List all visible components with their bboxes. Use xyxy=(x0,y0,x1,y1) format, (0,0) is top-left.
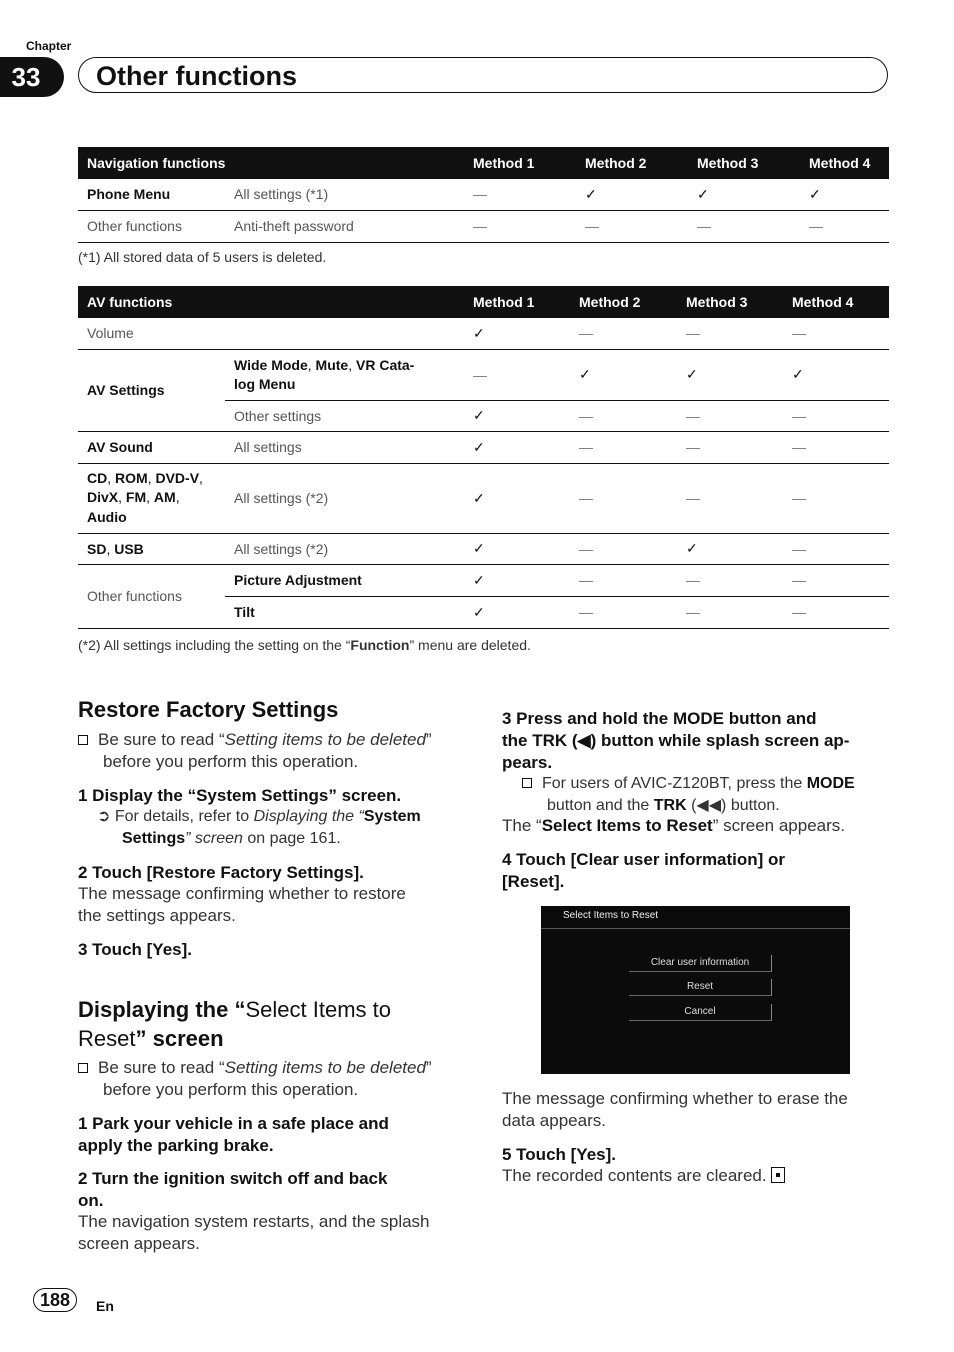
table-row xyxy=(78,533,889,564)
step1-reference: ➲ For details, refer to Displaying the “System Settings” screen on page 161. xyxy=(97,808,421,847)
method-cell: ✓ xyxy=(464,463,570,533)
method-cell: ✓ xyxy=(688,179,800,210)
table-row xyxy=(78,318,889,349)
restore-factory-settings-heading: Restore Factory Settings xyxy=(78,697,339,722)
restore-step-2-text: The message confirming whether to restore the settings appears. xyxy=(78,884,406,925)
table-row xyxy=(78,564,889,596)
method-cell: — xyxy=(464,349,570,400)
display-step-3: 3 Press and hold the MODE button and the TRK (◀) button while splash screen ap- pears. xyxy=(502,709,850,772)
method-cell: ✓ xyxy=(576,179,688,210)
method-cell: — xyxy=(783,596,889,628)
step5-text: The recorded contents are cleared. xyxy=(502,1165,785,1187)
method-cell: — xyxy=(783,318,889,349)
row-setting: All settings (*1) xyxy=(225,179,464,210)
method-cell: — xyxy=(783,431,889,463)
row-setting: Tilt xyxy=(225,596,464,628)
clear-user-information-button[interactable]: Clear user information xyxy=(629,955,772,972)
method-cell: ✓ xyxy=(464,431,570,463)
method-cell: — xyxy=(570,596,677,628)
row-setting: All settings (*2) xyxy=(225,533,464,564)
header-cell: Method 3 xyxy=(677,286,783,318)
chapter-title: Other functions xyxy=(96,61,297,91)
header-cell: Navigation functions xyxy=(78,147,464,179)
header-cell: Method 3 xyxy=(688,147,800,179)
nav-table-footnote: (*1) All stored data of 5 users is deleted. xyxy=(78,249,327,265)
table-row xyxy=(78,210,889,242)
table-row xyxy=(78,463,889,533)
language-label: En xyxy=(96,1298,114,1314)
header-cell: AV functions xyxy=(78,286,464,318)
cancel-button[interactable]: Cancel xyxy=(629,1004,772,1021)
method-cell: — xyxy=(570,431,677,463)
after-screen-text: The message confirming whether to erase the data appears. xyxy=(502,1089,848,1130)
table-header-row xyxy=(78,286,889,318)
table-header-row xyxy=(78,147,889,179)
method-cell: — xyxy=(677,318,783,349)
step3-note: For users of AVIC-Z120BT, press the MODE button and the TRK (◀◀) button. xyxy=(522,773,892,817)
method-cell: — xyxy=(677,400,783,431)
av-functions-table xyxy=(78,286,889,629)
display-step-5: 5 Touch [Yes]. xyxy=(502,1145,616,1164)
row-setting: Wide Mode, Mute, VR Cata- log Menu xyxy=(225,349,464,400)
chapter-label: Chapter xyxy=(26,39,72,53)
table-row xyxy=(78,431,889,463)
av-table-footnote: (*2) All settings including the setting on the “Function” menu are deleted. xyxy=(78,637,531,653)
method-cell: ✓ xyxy=(464,564,570,596)
end-mark-icon xyxy=(771,1167,785,1183)
method-cell: — xyxy=(677,431,783,463)
restore-bullet: Be sure to read “Setting items to be deleted” before you perform this operation. xyxy=(78,729,478,773)
row-item: Phone Menu xyxy=(78,179,225,210)
header-cell: Method 4 xyxy=(800,147,889,179)
method-cell: — xyxy=(677,463,783,533)
row-item: Other functions xyxy=(78,564,225,628)
restore-step-3: 3 Touch [Yes]. xyxy=(78,940,192,959)
method-cell: — xyxy=(576,210,688,242)
method-cell: — xyxy=(570,463,677,533)
display-step-2-text: The navigation system restarts, and the splash screen appears. xyxy=(78,1212,430,1253)
method-cell: — xyxy=(800,210,889,242)
divider xyxy=(541,928,850,929)
row-setting: Picture Adjustment xyxy=(225,564,464,596)
square-bullet-icon xyxy=(78,735,88,745)
row-setting xyxy=(225,318,464,349)
row-setting: Anti-theft password xyxy=(225,210,464,242)
row-setting: All settings (*2) xyxy=(225,463,464,533)
select-items-to-reset-screenshot xyxy=(541,906,850,1074)
method-cell: — xyxy=(783,463,889,533)
method-cell: ✓ xyxy=(464,533,570,564)
navigation-functions-table xyxy=(78,147,889,243)
row-item: Volume xyxy=(78,318,225,349)
method-cell: ✓ xyxy=(464,318,570,349)
header-cell: Method 1 xyxy=(464,286,570,318)
method-cell: — xyxy=(783,400,889,431)
row-setting: All settings xyxy=(225,431,464,463)
method-cell: ✓ xyxy=(570,349,677,400)
arrow-icon: ➲ xyxy=(97,808,111,825)
page-number: 188 xyxy=(33,1288,77,1312)
row-item: AV Sound xyxy=(78,431,225,463)
method-cell: — xyxy=(570,400,677,431)
header-cell: Method 4 xyxy=(783,286,889,318)
method-cell: ✓ xyxy=(464,596,570,628)
chapter-number: 33 xyxy=(0,57,64,97)
row-item: CD, ROM, DVD-V, DivX, FM, AM, Audio xyxy=(78,463,225,533)
display-step-4: 4 Touch [Clear user information] or [Reset]. xyxy=(502,850,786,891)
method-cell: — xyxy=(677,596,783,628)
header-cell: Method 1 xyxy=(464,147,576,179)
header-cell: Method 2 xyxy=(576,147,688,179)
displaying-select-items-heading: Displaying the “Select Items to Reset” screen xyxy=(78,997,391,1051)
method-cell: — xyxy=(688,210,800,242)
method-cell: — xyxy=(464,210,576,242)
method-cell: — xyxy=(464,179,576,210)
method-cell: ✓ xyxy=(783,349,889,400)
table-row xyxy=(78,349,889,400)
table-row xyxy=(78,179,889,210)
method-cell: ✓ xyxy=(677,349,783,400)
header-cell: Method 2 xyxy=(570,286,677,318)
reset-button[interactable]: Reset xyxy=(629,979,772,996)
method-cell: ✓ xyxy=(800,179,889,210)
screen-title: Select Items to Reset xyxy=(563,910,659,921)
method-cell: — xyxy=(783,533,889,564)
row-setting: Other settings xyxy=(225,400,464,431)
square-bullet-icon xyxy=(78,1063,88,1073)
method-cell: ✓ xyxy=(464,400,570,431)
method-cell: ✓ xyxy=(677,533,783,564)
method-cell: — xyxy=(570,318,677,349)
restore-step-2: 2 Touch [Restore Factory Settings]. xyxy=(78,863,364,882)
display-step-1: 1 Park your vehicle in a safe place and apply the parking brake. xyxy=(78,1114,389,1155)
method-cell: — xyxy=(677,564,783,596)
row-item: Other functions xyxy=(78,210,225,242)
row-item: SD, USB xyxy=(78,533,225,564)
restore-step-1: 1 Display the “System Settings” screen. xyxy=(78,786,402,805)
display-bullet: Be sure to read “Setting items to be deleted” before you perform this operation. xyxy=(78,1057,478,1101)
method-cell: — xyxy=(570,564,677,596)
row-item: AV Settings xyxy=(78,349,225,431)
method-cell: — xyxy=(570,533,677,564)
display-step-2: 2 Turn the ignition switch off and back on. xyxy=(78,1169,388,1210)
square-bullet-icon xyxy=(522,778,532,788)
method-cell: — xyxy=(783,564,889,596)
step3-result: The “Select Items to Reset” screen appears. xyxy=(502,816,845,835)
